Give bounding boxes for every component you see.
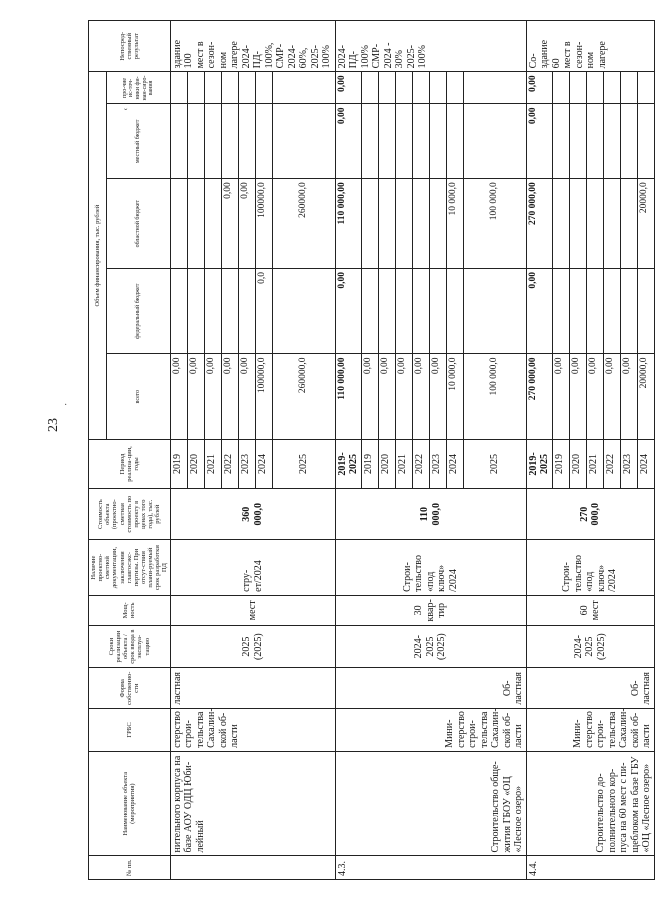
docs-status — [335, 540, 526, 596]
result-line: 60 — [550, 58, 562, 69]
grbs-line: строи- — [467, 720, 479, 748]
local-amount — [187, 104, 204, 179]
table-body — [170, 21, 654, 880]
federal-amount — [170, 269, 187, 354]
federal-amount — [586, 269, 603, 354]
local-amount — [412, 104, 429, 179]
grbs-line: стерство — [583, 711, 595, 748]
result-line: ПД- — [348, 51, 360, 69]
total-amount: 10 000,0 — [446, 354, 463, 439]
regional-amount — [395, 179, 412, 269]
docs-status-line: ключ» — [595, 564, 607, 592]
result-line: ном — [585, 51, 597, 69]
federal-amount — [204, 269, 221, 354]
federal-amount — [637, 269, 654, 354]
object-cost-line: 000,0 — [430, 502, 442, 526]
regional-amount: 10 000,0 — [446, 179, 463, 269]
col-funding-header: Объем финансирования, тыс. рублей — [89, 72, 107, 440]
period-line: 2024- — [572, 634, 584, 659]
rotated-page — [88, 0, 653, 880]
col-years-header: Период реализа-ции, годы — [89, 439, 171, 488]
col-other-header: про-чие ис-точ-ники фи-нан-сиро-вания — [106, 72, 170, 104]
grbs-line: тельства — [478, 711, 490, 748]
object-name: Строительство до-полнительного кор-пуса на 60 мест с пи-щеблоком на базе ГБУ «ОЦ «Лесное озеро» — [526, 751, 654, 856]
total-amount: 0,00 — [552, 354, 569, 439]
grbs-line: Сахалин- — [206, 708, 218, 748]
regional-amount — [569, 179, 586, 269]
year-cell: 2023 — [620, 439, 637, 488]
ownership-line: Об- — [501, 680, 513, 697]
other-amount — [620, 72, 637, 104]
total-amount: 0,00 — [187, 354, 204, 439]
other-amount — [637, 72, 654, 104]
total-amount: 0,00 — [569, 354, 586, 439]
result-line: Со- — [527, 53, 539, 69]
grbs-line: тельства — [194, 711, 206, 748]
period-line: (2025) — [252, 633, 264, 660]
year-cell: 2025 — [272, 439, 335, 488]
total-amount: 110 000,00 — [335, 354, 361, 439]
grbs-line: Сахалин- — [618, 708, 630, 748]
result-line: 2025- — [405, 45, 417, 69]
result-line: здание — [171, 39, 183, 69]
local-amount — [378, 104, 395, 179]
object-cost — [526, 489, 654, 540]
docs-status-line: /2024 — [607, 569, 619, 592]
regional-amount — [412, 179, 429, 269]
col-num-header: № пп. — [89, 856, 171, 880]
local-amount — [170, 104, 187, 179]
row-number: 4.3. — [335, 856, 526, 880]
regional-amount: 270 000,00 — [526, 179, 552, 269]
col-regional-header: областной бюджет — [106, 179, 170, 269]
other-amount: 0,00 — [335, 72, 361, 104]
regional-amount — [187, 179, 204, 269]
local-amount — [361, 104, 378, 179]
federal-amount — [463, 269, 526, 354]
total-amount: 0,00 — [204, 354, 221, 439]
other-amount — [170, 72, 187, 104]
federal-amount — [238, 269, 255, 354]
total-amount: 260000,0 — [272, 354, 335, 439]
federal-amount — [361, 269, 378, 354]
col-ownership-header: Форма собственно-сти — [89, 668, 171, 709]
year-cell: 2021 — [395, 439, 412, 488]
local-amount — [586, 104, 603, 179]
year-cell: 2023 — [238, 439, 255, 488]
other-amount: 0,00 — [526, 72, 552, 104]
object-cost — [170, 489, 335, 540]
result-line: 2024 - — [382, 42, 394, 69]
other-amount — [395, 72, 412, 104]
page-number: 23 — [46, 418, 61, 432]
capacity-line: 60 — [578, 605, 590, 616]
docs-status-line: «под — [584, 571, 596, 592]
year-cell: 2020 — [378, 439, 395, 488]
col-period-header: Сроки реализации объекта / срок ввода в эксплуа-тацию — [89, 625, 171, 668]
regional-amount: 110 000,00 — [335, 179, 361, 269]
row-number: 4.4. — [526, 856, 654, 880]
capacity-line: мест — [246, 600, 258, 621]
table-row — [526, 21, 552, 880]
local-amount: 0,00 — [335, 104, 361, 179]
grbs-line: ласти — [229, 724, 241, 748]
year-cell: 2022 — [603, 439, 620, 488]
object-cost-line: 000,0 — [590, 502, 602, 526]
grbs-line: стерство — [171, 711, 183, 748]
period — [170, 625, 335, 668]
local-amount — [429, 104, 446, 179]
other-amount — [187, 72, 204, 104]
federal-amount — [552, 269, 569, 354]
total-amount: 0,00 — [586, 354, 603, 439]
year-cell: 2025 — [463, 439, 526, 488]
regional-amount — [429, 179, 446, 269]
investment-table — [88, 20, 655, 880]
grbs-line: ской об- — [217, 712, 229, 748]
year-cell: 2019-2025 — [335, 439, 361, 488]
capacity-line: тир — [436, 602, 448, 618]
federal-amount: 0,00 — [335, 269, 361, 354]
regional-amount: 100 000,0 — [463, 179, 526, 269]
year-cell: 2024 — [637, 439, 654, 488]
ownership — [170, 668, 335, 709]
other-amount — [204, 72, 221, 104]
regional-amount — [378, 179, 395, 269]
row-number — [170, 856, 335, 880]
grbs-line: Сахалин- — [490, 708, 502, 748]
other-amount — [586, 72, 603, 104]
total-amount: 0,00 — [238, 354, 255, 439]
ownership-line: ластная — [513, 671, 525, 705]
object-cost-line: 110 — [419, 506, 431, 522]
year-cell: 2021 — [204, 439, 221, 488]
total-amount: 0,00 — [395, 354, 412, 439]
ownership-line: Об- — [629, 680, 641, 697]
col-local-header: местный бюджет — [106, 104, 170, 179]
total-amount: 0,00 — [603, 354, 620, 439]
other-amount — [463, 72, 526, 104]
col-docs-header: Наличие проектно-сметной документации, заключения главгосэкс-пертизы. При отсут-ствии плани-руемый срок разработки ПД — [89, 540, 171, 596]
year-cell: 2023 — [429, 439, 446, 488]
local-amount — [238, 104, 255, 179]
year-cell: 2022 — [221, 439, 238, 488]
capacity — [170, 595, 335, 625]
regional-amount — [204, 179, 221, 269]
other-amount — [552, 72, 569, 104]
result-line: 2025- — [309, 45, 321, 69]
total-amount: 0,00 — [620, 354, 637, 439]
period-line: 2025 — [584, 636, 596, 657]
other-amount — [221, 72, 238, 104]
year-cell: 2019 — [361, 439, 378, 488]
capacity-line: квар- — [424, 599, 436, 622]
col-name-header: Наименование объекта (мероприятия) — [89, 751, 171, 856]
federal-amount — [446, 269, 463, 354]
capacity-line: 30 — [413, 605, 425, 616]
total-amount: 20000,0 — [637, 354, 654, 439]
col-capacity-header: Мощ-ность — [89, 595, 171, 625]
federal-amount: 0,0 — [255, 269, 272, 354]
docs-status-line: стру- — [241, 569, 253, 592]
federal-amount — [378, 269, 395, 354]
year-cell: 2024 — [446, 439, 463, 488]
result-line: СМР- — [371, 43, 383, 69]
federal-amount — [569, 269, 586, 354]
year-cell: 2020 — [187, 439, 204, 488]
grbs — [526, 709, 654, 752]
year-cell: 2019-2025 — [526, 439, 552, 488]
federal-amount — [603, 269, 620, 354]
grbs-line: Мини- — [444, 719, 456, 748]
grbs-line: Мини- — [572, 719, 584, 748]
year-cell: 2019 — [170, 439, 187, 488]
total-amount: 0,00 — [221, 354, 238, 439]
result-line: 100% — [417, 45, 429, 69]
result-line: здание — [539, 39, 551, 69]
other-amount — [272, 72, 335, 104]
docs-status-line: Строи- — [561, 562, 573, 592]
regional-amount — [620, 179, 637, 269]
grbs — [335, 709, 526, 752]
local-amount — [204, 104, 221, 179]
total-amount: 270 000,00 — [526, 354, 552, 439]
capacity — [526, 595, 654, 625]
period-line: 2025 — [424, 636, 436, 657]
total-amount: 100 000,0 — [463, 354, 526, 439]
result-line: 60%, — [298, 47, 310, 69]
regional-amount: 260000,0 — [272, 179, 335, 269]
other-amount — [569, 72, 586, 104]
regional-amount: 0,00 — [238, 179, 255, 269]
result-line: мест в — [562, 41, 574, 69]
regional-amount — [552, 179, 569, 269]
local-amount: 0,00 — [526, 104, 552, 179]
federal-amount — [272, 269, 335, 354]
docs-status-line: /2024 — [447, 569, 459, 592]
grbs-line: строи- — [183, 720, 195, 748]
regional-amount — [586, 179, 603, 269]
local-amount — [221, 104, 238, 179]
result-line: 100% — [321, 45, 333, 69]
regional-amount — [603, 179, 620, 269]
local-amount — [569, 104, 586, 179]
result-line: ПД- — [252, 51, 264, 69]
year-cell: 2024 — [255, 439, 272, 488]
result-line: СМР- — [275, 43, 287, 69]
result-line: 2024- — [286, 45, 298, 69]
result-line: мест в — [194, 41, 206, 69]
other-amount — [603, 72, 620, 104]
period — [335, 625, 526, 668]
result-line: 100 — [183, 53, 195, 69]
local-amount — [463, 104, 526, 179]
result-line: сезон- — [573, 41, 585, 69]
other-amount — [429, 72, 446, 104]
federal-amount — [221, 269, 238, 354]
col-total-header: всего — [106, 354, 170, 439]
local-amount — [446, 104, 463, 179]
result — [170, 21, 335, 72]
result-line: 2024- — [240, 45, 252, 69]
period — [526, 625, 654, 668]
col-grbs-header: ГРБС — [89, 709, 171, 752]
object-cost-line: 270 — [578, 506, 590, 522]
regional-amount — [361, 179, 378, 269]
scan-mark: ˇ — [124, 108, 128, 119]
table-row — [170, 21, 187, 880]
local-amount — [255, 104, 272, 179]
regional-amount: 20000,0 — [637, 179, 654, 269]
year-cell: 2019 — [552, 439, 569, 488]
ownership — [526, 668, 654, 709]
local-amount — [603, 104, 620, 179]
object-name: нительного корпуса на базе АОУ ОДЦ Юби-лейный — [170, 751, 335, 856]
grbs-line: ласти — [641, 724, 653, 748]
col-cost-header: Стоимость объекта (проектно-сметная стоимость по проекту в ценах того года), тыс. рублей — [89, 489, 171, 540]
total-amount: 0,00 — [361, 354, 378, 439]
year-cell: 2020 — [569, 439, 586, 488]
object-cost-line: 000,0 — [252, 502, 264, 526]
grbs-line: строи- — [595, 720, 607, 748]
ownership-line: ластная — [171, 671, 183, 705]
grbs-line: ской об- — [629, 712, 641, 748]
capacity — [335, 595, 526, 625]
regional-amount: 100000,0 — [255, 179, 272, 269]
grbs-line: ской об- — [501, 712, 513, 748]
other-amount — [378, 72, 395, 104]
total-amount: 100000,0 — [255, 354, 272, 439]
capacity-line: мест — [590, 600, 602, 621]
docs-status-line: тельство — [413, 555, 425, 592]
other-amount — [361, 72, 378, 104]
docs-status-line: Строи- — [401, 562, 413, 592]
docs-status — [170, 540, 335, 596]
docs-status-line: «под — [424, 571, 436, 592]
regional-amount: 0,00 — [221, 179, 238, 269]
federal-amount — [187, 269, 204, 354]
object-cost — [335, 489, 526, 540]
federal-amount — [429, 269, 446, 354]
federal-amount: 0,00 — [526, 269, 552, 354]
other-amount — [446, 72, 463, 104]
total-amount: 0,00 — [429, 354, 446, 439]
other-amount — [238, 72, 255, 104]
result-line: сезон- — [206, 41, 218, 69]
local-amount — [552, 104, 569, 179]
docs-status-line: ключ» — [436, 564, 448, 592]
ownership-line: ластная — [641, 671, 653, 705]
grbs-line: тельства — [606, 711, 618, 748]
period-line: 2025 — [241, 636, 253, 657]
docs-status-line: ет/2024 — [252, 560, 264, 592]
local-amount — [272, 104, 335, 179]
local-amount — [637, 104, 654, 179]
grbs-line: ласти — [513, 724, 525, 748]
table-row — [335, 21, 361, 880]
col-result-header: Непосред-ственный результат — [89, 21, 171, 72]
regional-amount — [170, 179, 187, 269]
result-line: ном — [217, 51, 229, 69]
federal-amount — [412, 269, 429, 354]
result — [335, 21, 526, 72]
result-line: лагере — [596, 41, 608, 69]
result — [526, 21, 654, 72]
docs-status-line: тельство — [572, 555, 584, 592]
scan-mark: · — [64, 400, 68, 411]
period-line: (2025) — [436, 633, 448, 660]
year-cell: 2021 — [586, 439, 603, 488]
other-amount — [255, 72, 272, 104]
header-row — [89, 21, 107, 880]
object-name: Строительство обще-жития ГБОУ «ОЦ «Лесное озеро» — [335, 751, 526, 856]
grbs — [170, 709, 335, 752]
docs-status — [526, 540, 654, 596]
object-cost-line: 360 — [241, 506, 253, 522]
grbs-line: стерство — [455, 711, 467, 748]
total-amount: 0,00 — [170, 354, 187, 439]
result-line: 30% — [394, 50, 406, 69]
result-line: лагере — [229, 41, 241, 69]
total-amount: 0,00 — [378, 354, 395, 439]
federal-amount — [620, 269, 637, 354]
result-line: 100% — [359, 45, 371, 69]
result-line: 100%, — [263, 42, 275, 69]
federal-amount — [395, 269, 412, 354]
ownership — [335, 668, 526, 709]
other-amount — [412, 72, 429, 104]
total-amount: 0,00 — [412, 354, 429, 439]
period-line: 2024- — [413, 634, 425, 659]
result-line: 2024- — [336, 45, 348, 69]
period-line: (2025) — [595, 633, 607, 660]
local-amount — [620, 104, 637, 179]
local-amount — [395, 104, 412, 179]
col-federal-header: федеральный бюджет — [106, 269, 170, 354]
year-cell: 2022 — [412, 439, 429, 488]
